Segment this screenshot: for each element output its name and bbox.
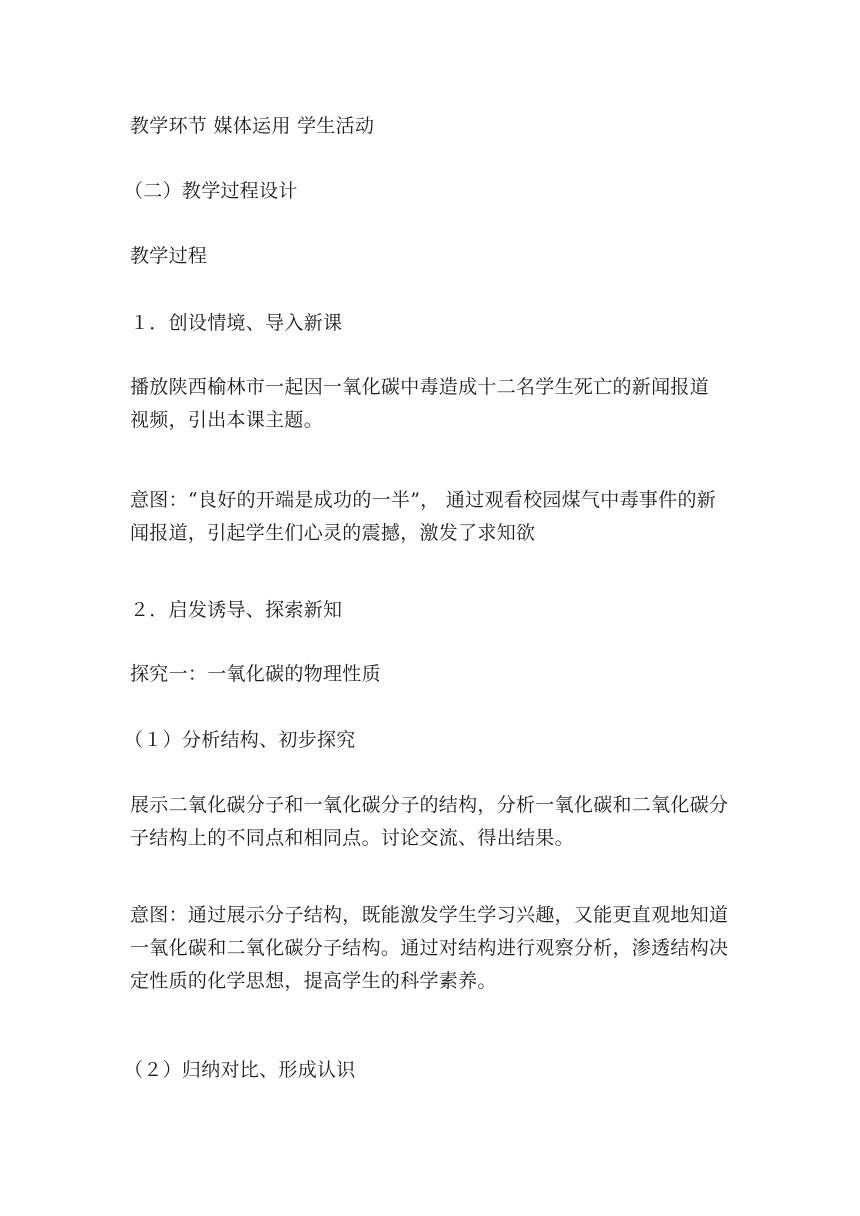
step2-heading: ２．启发诱导、探索新知 [130, 599, 343, 621]
sub1-intent-line-3: 定性质的化学思想，提高学生的科学素养。 [130, 970, 497, 992]
process-heading: 教学过程 [130, 245, 208, 267]
step1-body-line-1: 播放陕西榆林市一起因一氧化碳中毒造成十二名学生死亡的新闻报道 [130, 376, 710, 398]
step1-heading: １．创设情境、导入新课 [130, 312, 343, 334]
sub1-body-line-2: 子结构上的不同点和相同点。讨论交流、得出结果。 [130, 827, 574, 849]
sub2-heading: （２）归纳对比、形成认识 [124, 1059, 356, 1081]
sub1-heading: （１）分析结构、初步探究 [124, 729, 356, 751]
step1-body-line-2: 视频，引出本课主题。 [130, 409, 324, 431]
sub1-body-line-1: 展示二氧化碳分子和一氧化碳分子的结构，分析一氧化碳和二氧化碳分 [130, 794, 729, 816]
sub1-intent-line-2: 一氧化碳和二氧化碳分子结构。通过对结构进行观察分析，渗透结构决 [130, 937, 729, 959]
inquiry1-heading: 探究一：一氧化碳的物理性质 [130, 663, 381, 685]
step1-intent-line-1: 意图：“良好的开端是成功的一半”， 通过观看校园煤气中毒事件的新 [130, 489, 717, 511]
section-title: （二）教学过程设计 [124, 180, 298, 202]
sub1-intent-line-1: 意图：通过展示分子结构，既能激发学生学习兴趣，又能更直观地知道 [130, 904, 729, 926]
step1-body [130, 371, 750, 437]
step1-intent [130, 484, 750, 550]
sub1-body [130, 789, 750, 855]
sub1-intent [130, 899, 750, 998]
step1-intent-line-2: 闻报道，引起学生们心灵的震撼，激发了求知欲 [130, 522, 536, 544]
header-line: 教学环节 媒体运用 学生活动 [130, 115, 375, 137]
